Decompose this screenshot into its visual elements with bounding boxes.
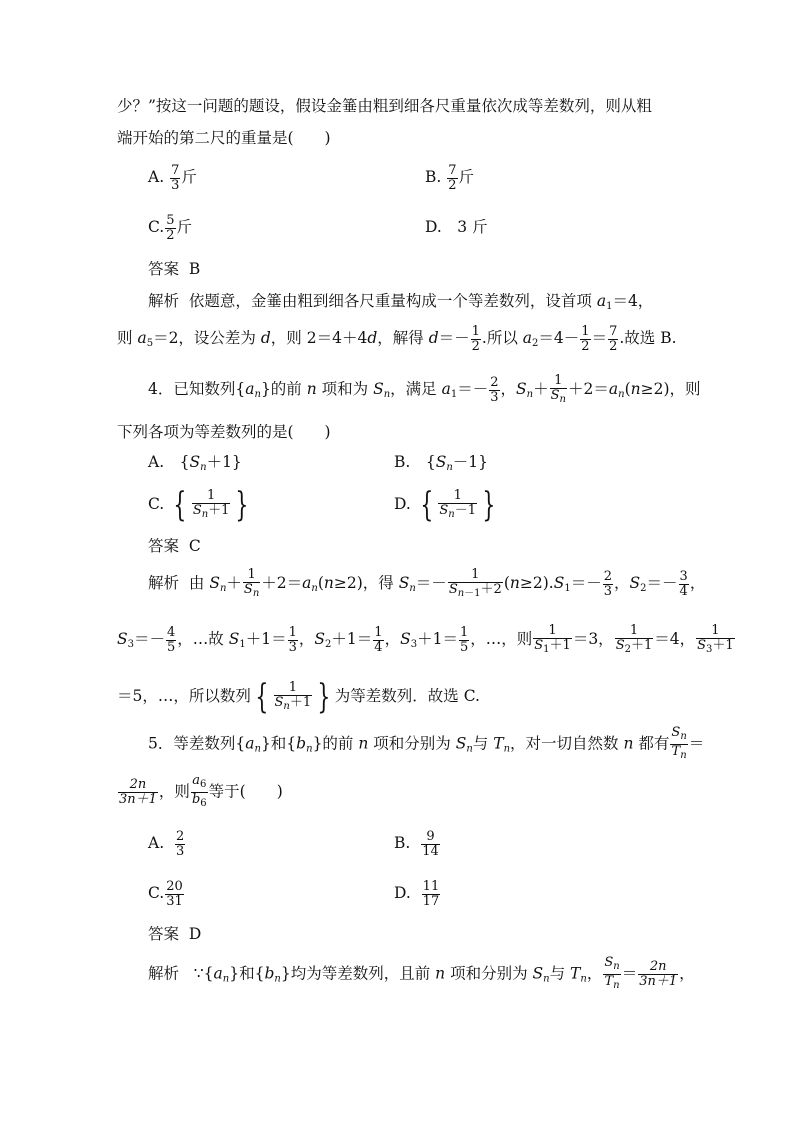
fraction: $\frac{7}{2}$ [609, 323, 618, 354]
option-d: D. 3 斤 [425, 218, 488, 236]
answer-line: 答案 C [148, 537, 201, 555]
fraction: $\frac{2}{3}$ [603, 568, 612, 599]
answer-label: 答案 [148, 537, 180, 555]
solution-line: ＝5，…，所以数列 { $\frac{1}{S_n+1}$ } 为等差数列．故选 C. [117, 677, 480, 717]
fraction: $\frac{1}{2}$ [581, 323, 590, 354]
option-c: C. { $\frac{1}{S_n+1}$ } [148, 485, 249, 525]
fraction: $\frac{1}{2}$ [471, 323, 480, 354]
fraction: $\frac{1}{S_n}$ [243, 566, 260, 599]
fraction: $\frac{1}{S_1+1}$ [534, 622, 571, 655]
solution-line: 解析 依题意，金箠由粗到细各尺重量构成一个等差数列，设首项 $a_1=4$， [148, 292, 654, 312]
fraction: $\frac{9}{14}$ [422, 828, 439, 859]
fraction: $\frac{2}{3}$ [175, 828, 185, 859]
question-stem: 5．等差数列$\{a_n\}$和$\{b_n\}$的前 n 项和分别为 $S_n$与 $T_n$，对一切自然数 n 都有 $\frac{S_n}{T_n}$ ＝ [148, 725, 705, 761]
fraction: $\frac{2n}{3n+1}$ [119, 777, 157, 807]
fraction: $\frac{4}{5}$ [167, 624, 176, 655]
option-d: D. { $\frac{1}{S_n-1}$ } [394, 485, 496, 525]
fraction: $\frac{5}{2}$ [166, 212, 175, 243]
fraction: $\frac{11}{17}$ [422, 878, 440, 909]
fraction: $\frac{1}{S_n+1}$ [192, 487, 230, 520]
solution-label: 解析 [148, 574, 180, 592]
answer-label: 答案 [148, 925, 180, 943]
fraction: $\frac{1}{S_{n-1}+2}$ [448, 566, 502, 599]
solution-label: 解析 [148, 292, 180, 310]
question-stem: 下列各项为等差数列的是( ) [117, 423, 331, 441]
fraction: $\frac{2n}{3n+1}$ [639, 959, 678, 989]
fraction: $\frac{1}{S_3+1}$ [697, 622, 734, 655]
answer-line: 答案 D [148, 925, 202, 943]
answer-label: 答案 [148, 260, 180, 278]
option-b: B. $\frac{9}{14}$ [394, 828, 439, 859]
fraction: $\frac{1}{4}$ [374, 624, 383, 655]
fraction: $\frac{1}{3}$ [288, 624, 297, 655]
fraction: $\frac{1}{S_2+1}$ [615, 622, 653, 655]
paragraph-line: 少？”按这一问题的题设，假设金箠由粗到细各尺重量依次成等差数列，则从粗 [117, 97, 652, 115]
paragraph-line: 端开始的第二尺的重量是( ) [117, 129, 331, 147]
fraction: $\frac{7}{3}$ [171, 162, 180, 193]
solution-line: 解析 由 $S_n+$ $\frac{1}{S_n}$ $+2=a_n(n\ge 2)$，得 $S_n=-$ $\frac{1}{S_{n-1}+2}$ $(n\ge 2).S_1=-$ $\frac{2}{3}$ ，$S_2=-$ $\frac{3}{4}$ ， [148, 566, 706, 599]
fraction: $\frac{a_6}{b_6}$ [191, 773, 207, 809]
solution-line: 解析 $\because\{a_n\}$和$\{b_n\}$均为等差数列，且前 n 项和分别为 $S_n$与 $T_n$， $\frac{S_n}{T_n}$ ＝ $\frac{2n}{3n+1}$ ， [148, 955, 695, 991]
fraction: $\frac{1}{5}$ [459, 624, 469, 655]
option-c: C. $\frac{20}{31}$ [148, 878, 183, 909]
solution-line: $S_3=-$ $\frac{4}{5}$ ，…故 $S_1+1=$ $\frac{1}{3}$ ，$S_2+1=$ $\frac{1}{4}$ ，$S_3+1=$ $\frac{1}{5}$ ，…，则 $\frac{1}{S_1+1}$ ＝3， $\frac{1}{S_2+1}$ ＝4， $\frac{1}{S_3+1}$ [117, 622, 734, 655]
fraction: $\frac{1}{S_n+1}$ [274, 679, 312, 712]
option-a: A. $\{S_n+1\}$ [148, 453, 242, 473]
fraction: $\frac{3}{4}$ [679, 568, 688, 599]
option-c: C. $\frac{5}{2}$ 斤 [148, 212, 193, 243]
answer-line: 答案 B [148, 260, 201, 278]
option-d: D. $\frac{11}{17}$ [394, 878, 440, 909]
question-stem: $\frac{2n}{3n+1}$ ，则 $\frac{a_6}{b_6}$ 等于( ) [119, 773, 283, 809]
option-b: B. $\{S_n-1\}$ [394, 453, 488, 473]
fraction: $\frac{1}{S_n-1}$ [439, 487, 477, 520]
question-stem: 4．已知数列$\{a_n\}$的前 n 项和为 $S_n$，满足 $a_1=-$ $\frac{2}{3}$ ，$S_n+$ $\frac{1}{S_n}$ $+2=a_n(n\ge 2)$，则 [148, 372, 701, 405]
option-b: B. $\frac{7}{2}$ 斤 [425, 162, 475, 193]
solution-label: 解析 [148, 964, 180, 983]
fraction: $\frac{1}{S_n}$ [550, 372, 566, 405]
fraction: $\frac{S_n}{T_n}$ [604, 955, 620, 991]
option-a: A. $\frac{7}{3}$ 斤 [148, 162, 197, 193]
fraction: $\frac{7}{2}$ [448, 162, 457, 193]
fraction: $\frac{2}{3}$ [490, 374, 499, 405]
option-a: A. $\frac{2}{3}$ [148, 828, 185, 859]
solution-line: 则 $a_5=2$，设公差为 d，则 2＝4＋4d，解得 d＝－ $\frac{1}{2}$ .所以 $a_2=4-$ $\frac{1}{2}$ ＝ $\frac{7}{2}$ .故选 B. [117, 323, 677, 354]
fraction: $\frac{S_n}{T_n}$ [671, 725, 687, 761]
fraction: $\frac{20}{31}$ [166, 878, 183, 909]
